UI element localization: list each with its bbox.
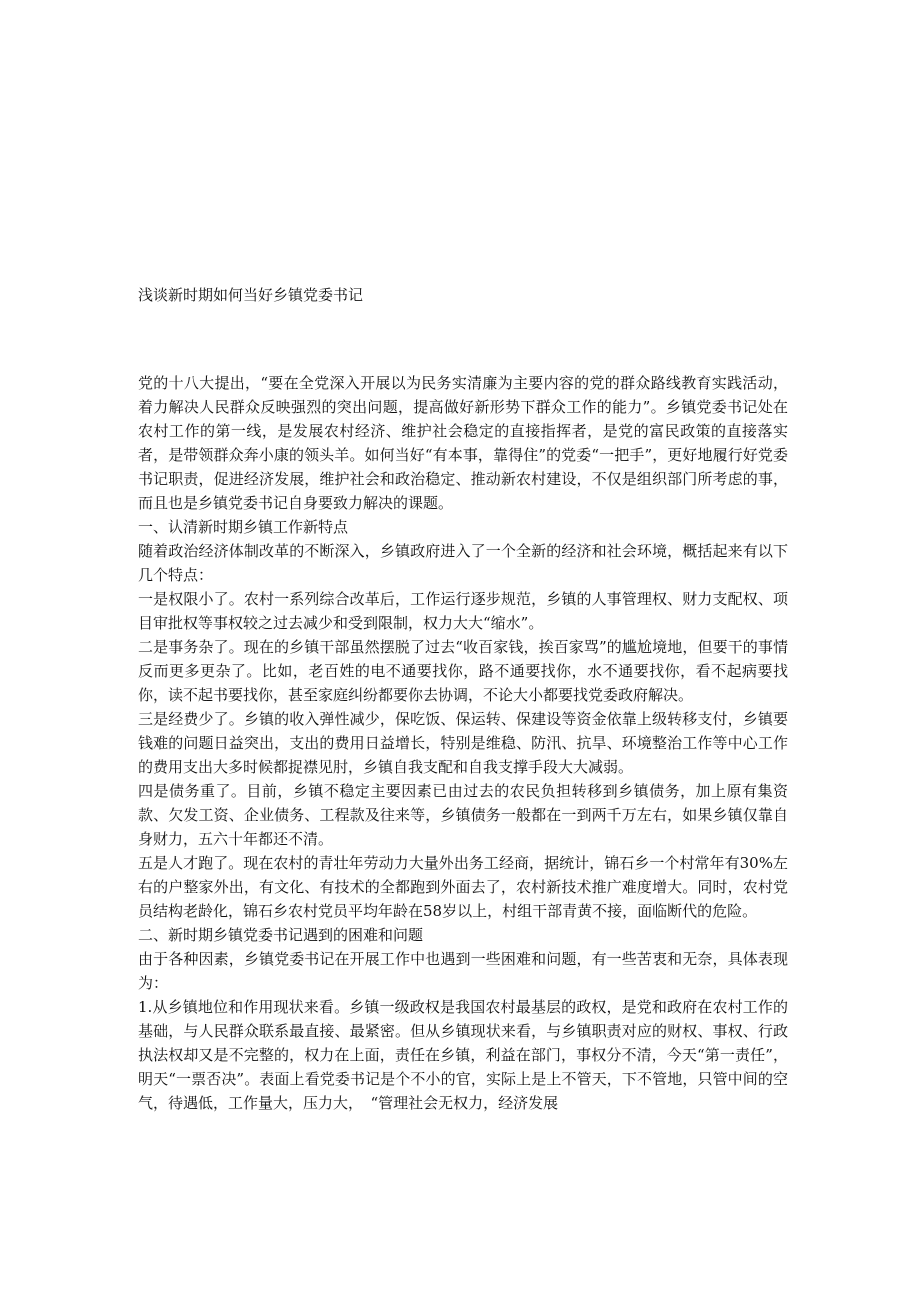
paragraph: 五是人才跑了。现在农村的青壮年劳动力大量外出务工经商，据统计，锦石乡一个村常年有30%左右的户整家外出，有文化、有技术的全都跑到外面去了，农村新技术推广难度增大。同时，农村党员结构老龄化，锦石乡农村党员平均年龄在58岁以上，村组干部青黄不接，面临断代的危险。	[138, 854, 788, 920]
paragraph: 三是经费少了。乡镇的收入弹性减少，保吃饭、保运转、保建设等资金依靠上级转移支付，乡镇要钱难的问题日益突出，支出的费用日益增长，特别是维稳、防汛、抗旱、环境整治工作等中心工作的费用支出大多时候都捉襟见肘，乡镇自我支配和自我支撑手段大大减弱。	[138, 710, 788, 776]
paragraph-intro: 党的十八大提出，“要在全党深入开展以为民务实清廉为主要内容的党的群众路线教育实践活动，着力解决人民群众反映强烈的突出问题，提高做好新形势下群众工作的能力”。乡镇党委书记处在农村工作的第一线，是发展农村经济、维护社会稳定的直接指挥者，是党的富民政策的直接落实者，是带领群众奔小康的领头羊。如何当好“有本事，靠得住”的党委“一把手”，更好地履行好党委书记职责，促进经济发展，维护社会和政治稳定、推动新农村建设，不仅是组织部门所考虑的事，而且也是乡镇党委书记自身要致力解决的课题。	[138, 374, 788, 512]
document-body	[138, 371, 788, 1115]
paragraph: 随着政治经济体制改革的不断深入，乡镇政府进入了一个全新的经济和社会环境，概括起来有以下几个特点：	[138, 542, 788, 584]
paragraph: 1.从乡镇地位和作用现状来看。乡镇一级政权是我国农村最基层的政权，是党和政府在农村工作的基础，与人民群众联系最直接、最紧密。但从乡镇现状来看，与乡镇职责对应的财权、事权、行政执法权却又是不完整的，权力在上面，责任在乡镇，利益在部门，事权分不清，今天“第一责任”，明天“一票否决”。表面上看党委书记是个不小的官，实际上是上不管天，下不管地，只管中间的空气，待遇低，工作量大，压力大， “管理社会无权力，经济发展	[138, 998, 788, 1112]
section-heading-2: 二、新时期乡镇党委书记遇到的困难和问题	[138, 926, 424, 944]
section-heading-1: 一、认清新时期乡镇工作新特点	[138, 518, 349, 536]
paragraph: 一是权限小了。农村一系列综合改革后，工作运行逐步规范，乡镇的人事管理权、财力支配权、项目审批权等事权较之过去减少和受到限制，权力大大“缩水”。	[138, 590, 788, 632]
document-title: 浅谈新时期如何当好乡镇党委书记	[138, 286, 364, 304]
paragraph: 二是事务杂了。现在的乡镇干部虽然摆脱了过去“收百家钱，挨百家骂”的尴尬境地，但要干的事情反而更多更杂了。比如，老百姓的电不通要找你，路不通要找你，水不通要找你，看不起病要找你，读不起书要找你，甚至家庭纠纷都要你去协调，不论大小都要找党委政府解决。	[138, 638, 788, 704]
paragraph: 由于各种因素，乡镇党委书记在开展工作中也遇到一些困难和问题，有一些苦衷和无奈，具体表现为：	[138, 950, 788, 992]
paragraph: 四是债务重了。目前，乡镇不稳定主要因素已由过去的农民负担转移到乡镇债务，加上原有集资款、欠发工资、企业债务、工程款及往来等，乡镇债务一般都在一到两千万左右，如果乡镇仅靠自身财力，五六十年都还不清。	[138, 782, 788, 848]
